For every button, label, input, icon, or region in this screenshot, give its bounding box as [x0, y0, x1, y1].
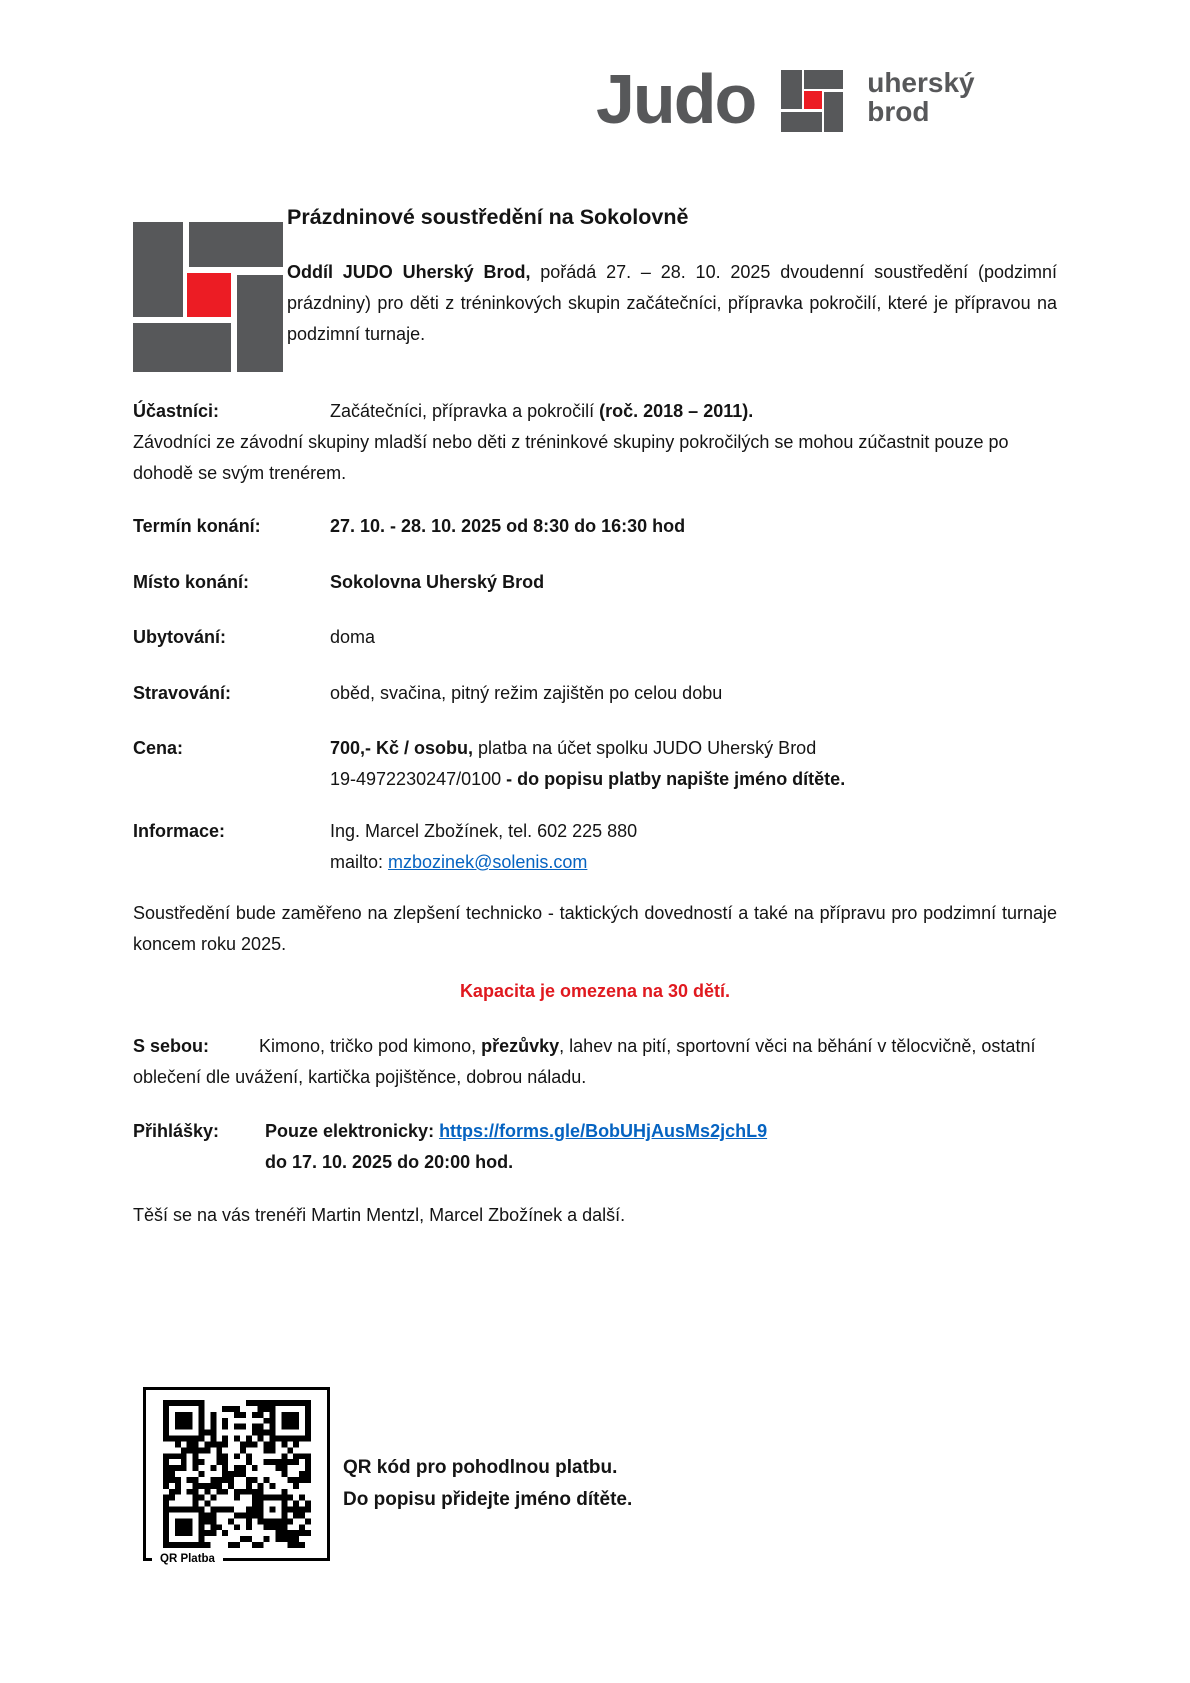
club-city-text [867, 68, 974, 126]
intro-club-name: Oddíl JUDO Uherský Brod, [287, 262, 531, 282]
accommodation-value: doma [330, 627, 376, 647]
applications-label: Přihlášky: [133, 1121, 220, 1141]
contact-email-link[interactable]: mzbozinek@solenis.com [388, 852, 588, 872]
qr-caption [343, 1452, 632, 1516]
qr-caption-line-2: Do popisu přidejte jméno dítěte. [343, 1489, 633, 1510]
bring-list-bold: přezůvky [481, 1036, 560, 1056]
qr-caption-line-1: QR kód pro pohodlnou platbu. [343, 1457, 618, 1478]
logo-block-bottom [781, 112, 821, 132]
price-payment-info: platba na účet spolku JUDO Uherský Brod [473, 738, 817, 758]
participants-label: Účastníci: [133, 401, 220, 421]
participants-note: Závodníci ze závodní skupiny mladší nebo děti z tréninkové skupiny pokročilých se mohou zúčastnit pouze po dohodě se svým trenérem. [133, 432, 1009, 483]
logo-block-bottom [133, 323, 231, 373]
judo-logo-icon [781, 70, 843, 132]
logo-block-top [804, 70, 843, 89]
bring-paragraph [133, 1031, 1057, 1093]
price-value [330, 733, 845, 795]
logo-block-right [824, 92, 843, 132]
mailto-prefix: mailto: [330, 852, 389, 872]
logo-block-top [189, 222, 284, 267]
qr-frame-label: QR Platba [152, 1551, 223, 1568]
applications-value [265, 1116, 767, 1178]
date-label: Termín konání: [133, 516, 261, 536]
price-amount: 700,- Kč / osobu, [330, 738, 474, 758]
field-row-accommodation [133, 622, 1057, 653]
field-row-participants [133, 396, 1057, 427]
logo-block-right [237, 275, 284, 373]
payment-description-instruction: - do popisu platby napište jméno dítěte. [506, 769, 846, 789]
intro-text: pořádá 27. – 28. 10. 2025 dvoudenní soustředění (podzimní prázdniny) pro děti z tréninkových skupin začátečníci, přípravka pokročilí, které je přípravou na podzimní turnaje. [287, 262, 1057, 344]
date-value: 27. 10. - 28. 10. 2025 od 8:30 do 16:30 hod [330, 516, 686, 536]
place-value: Sokolovna Uherský Brod [330, 572, 545, 592]
judo-logo-mark-large [133, 222, 283, 372]
closing-line: Těší se na vás trenéři Martin Mentzl, Marcel Zbožínek a další. [133, 1205, 626, 1225]
meals-value: oběd, svačina, pitný režim zajištěn po celou dobu [330, 683, 723, 703]
application-form-link[interactable]: https://forms.gle/BobUHjAusMs2jchL9 [439, 1121, 768, 1141]
field-row-date [133, 511, 1057, 542]
applications-deadline: do 17. 10. 2025 do 20:00 hod. [265, 1152, 514, 1172]
logo-block-red-center [187, 273, 231, 317]
field-row-meals [133, 678, 1057, 709]
price-label: Cena: [133, 738, 184, 758]
field-row-place [133, 567, 1057, 598]
field-row-price [133, 733, 1057, 795]
qr-code-image [163, 1400, 311, 1548]
bring-list-2: , lahev na pití, sportovní věci na běhání v tělocvičně, ostatní oblečení dle uvážení, kartička pojištěnce, dobrou náladu. [133, 1036, 1036, 1087]
participants-value-regular: Začátečníci, přípravka a pokročilí [330, 401, 600, 421]
qr-payment-frame [143, 1387, 330, 1565]
contact-value [330, 816, 637, 878]
document-title: Prázdninové soustředění na Sokolovně [287, 205, 689, 229]
city-line-2: brod [867, 96, 930, 127]
logo-block-left [781, 70, 801, 109]
accommodation-label: Ubytování: [133, 627, 227, 647]
logo-block-left [133, 222, 183, 317]
meals-label: Stravování: [133, 683, 232, 703]
camp-focus-paragraph: Soustředění bude zaměřeno na zlepšení technicko - taktických dovedností a také na přípravu pro podzimní turnaje koncem roku 2025. [133, 903, 1057, 954]
applications-method: Pouze elektronicky: [265, 1121, 440, 1141]
intro-paragraph [287, 257, 1057, 350]
field-row-applications [133, 1116, 1057, 1178]
place-label: Místo konání: [133, 572, 249, 592]
bring-label: S sebou: [133, 1036, 210, 1056]
bring-list-1: Kimono, tričko pod kimono, [259, 1036, 482, 1056]
city-line-1: uherský [867, 67, 975, 98]
logo-block-red-center [804, 91, 822, 109]
contact-person-phone: Ing. Marcel Zbožínek, tel. 602 225 880 [330, 821, 638, 841]
club-logo [596, 56, 975, 142]
field-row-contact [133, 816, 1057, 878]
participants-value [330, 396, 753, 427]
judo-logo-text: Judo [596, 60, 756, 138]
capacity-alert: Kapacita je omezena na 30 dětí. [459, 981, 731, 1001]
contact-label: Informace: [133, 821, 226, 841]
participants-value-years: (roč. 2018 – 2011). [599, 401, 754, 421]
bank-account-number: 19-4972230247/0100 [330, 769, 507, 789]
